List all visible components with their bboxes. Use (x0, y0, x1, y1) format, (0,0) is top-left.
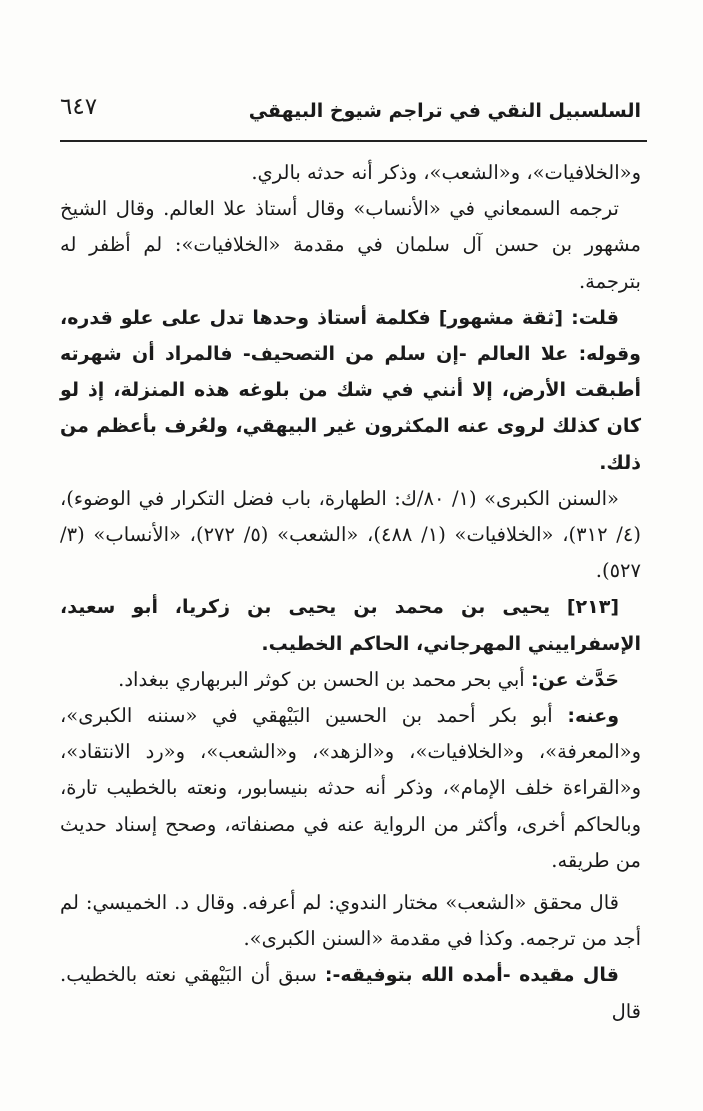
final-text: سبق أن البَيْهقي نعته بالخطيب. قال (60, 963, 641, 1023)
entry-number: [٢١٣] (566, 596, 620, 619)
paragraph-references: «السنن الكبرى» (١/ ٨٠/ك: الطهارة، باب فضل التكرار في الوضوء)، (٤/ ٣١٢)، «الخلافيات» (١/ ٤٨٨)، «الشعب» (٥/ ٢٧٢)، «الأنساب» (٣/ ٥٢٧). (60, 486, 641, 583)
paragraph-narrators (60, 698, 641, 879)
narrated-from-text: أبي بحر محمد بن الحسن بن كوثر البربهاري ببغداد. (118, 667, 525, 691)
header-divider (60, 140, 647, 142)
paragraph-narrated-from (60, 662, 641, 698)
paragraph-investigator: قال محقق «الشعب» مختار الندوي: لم أعرفه. وقال د. الخميسي: لم أجد من ترجمه. وكذا في مقدمة «السنن الكبرى». (60, 891, 641, 951)
book-title: السلسبيل النقي في تراجم شيوخ البيهقي (248, 100, 641, 122)
narrators-text: أبو بكر أحمد بن الحسين البَيْهقي في «سننه الكبرى»، و«المعرفة»، و«الخلافيات»، و«الزهد»، و«الشعب»، و«رد الانتقاد»، و«القراءة خلف الإمام»، وذكر أنه حدثه بنيسابور، ونعته بالخطيب تارة، وبالحاكم أخرى، وأكثر من الرواية عنه في مصنفاته، وصحح إسناد حديث من طريقه. (60, 704, 641, 872)
page-number: ٦٤٧ (60, 94, 98, 120)
entry-name: يحيى بن محمد بن يحيى بن زكريا، (174, 596, 551, 619)
paragraph-author-comment: قلت: [ثقة مشهور] فكلمة أستاذ وحدها تدل على علو قدره، وقوله: علا العالم -إن سلم من التصحيف- فالمراد أن شهرته أطبقت الأرض، إلا أنني في شك من بلوغه هذه المنزلة، إذ لو كان كذلك لروى عنه المكثرون غير البيهقي، ولعُرف بأعظم من ذلك. (60, 306, 641, 474)
paragraph-continuation: و«الخلافيات»، و«الشعب»، وذكر أنه حدثه بالري. (251, 161, 641, 184)
paragraph-samani: ترجمه السمعاني في «الأنساب» وقال أستاذ علا العالم. وقال الشيخ مشهور بن حسن آل سلمان في مقدمة «الخلافيات»: لم أظفر له بترجمة. (60, 197, 641, 293)
narrators-label: وعنه: (567, 705, 620, 728)
running-header (60, 92, 641, 136)
entry-heading (60, 589, 641, 661)
final-label: قال مقيده -أمده الله بتوفيقه-: (324, 964, 619, 987)
narrated-from-label: حَدَّث عن: (530, 668, 619, 691)
paragraph-final (60, 957, 641, 1029)
page-body (60, 155, 641, 1030)
entry-name-rest: أبو سعيد، الإسفراييني المهرجاني، الحاكم الخطيب. (60, 596, 641, 655)
